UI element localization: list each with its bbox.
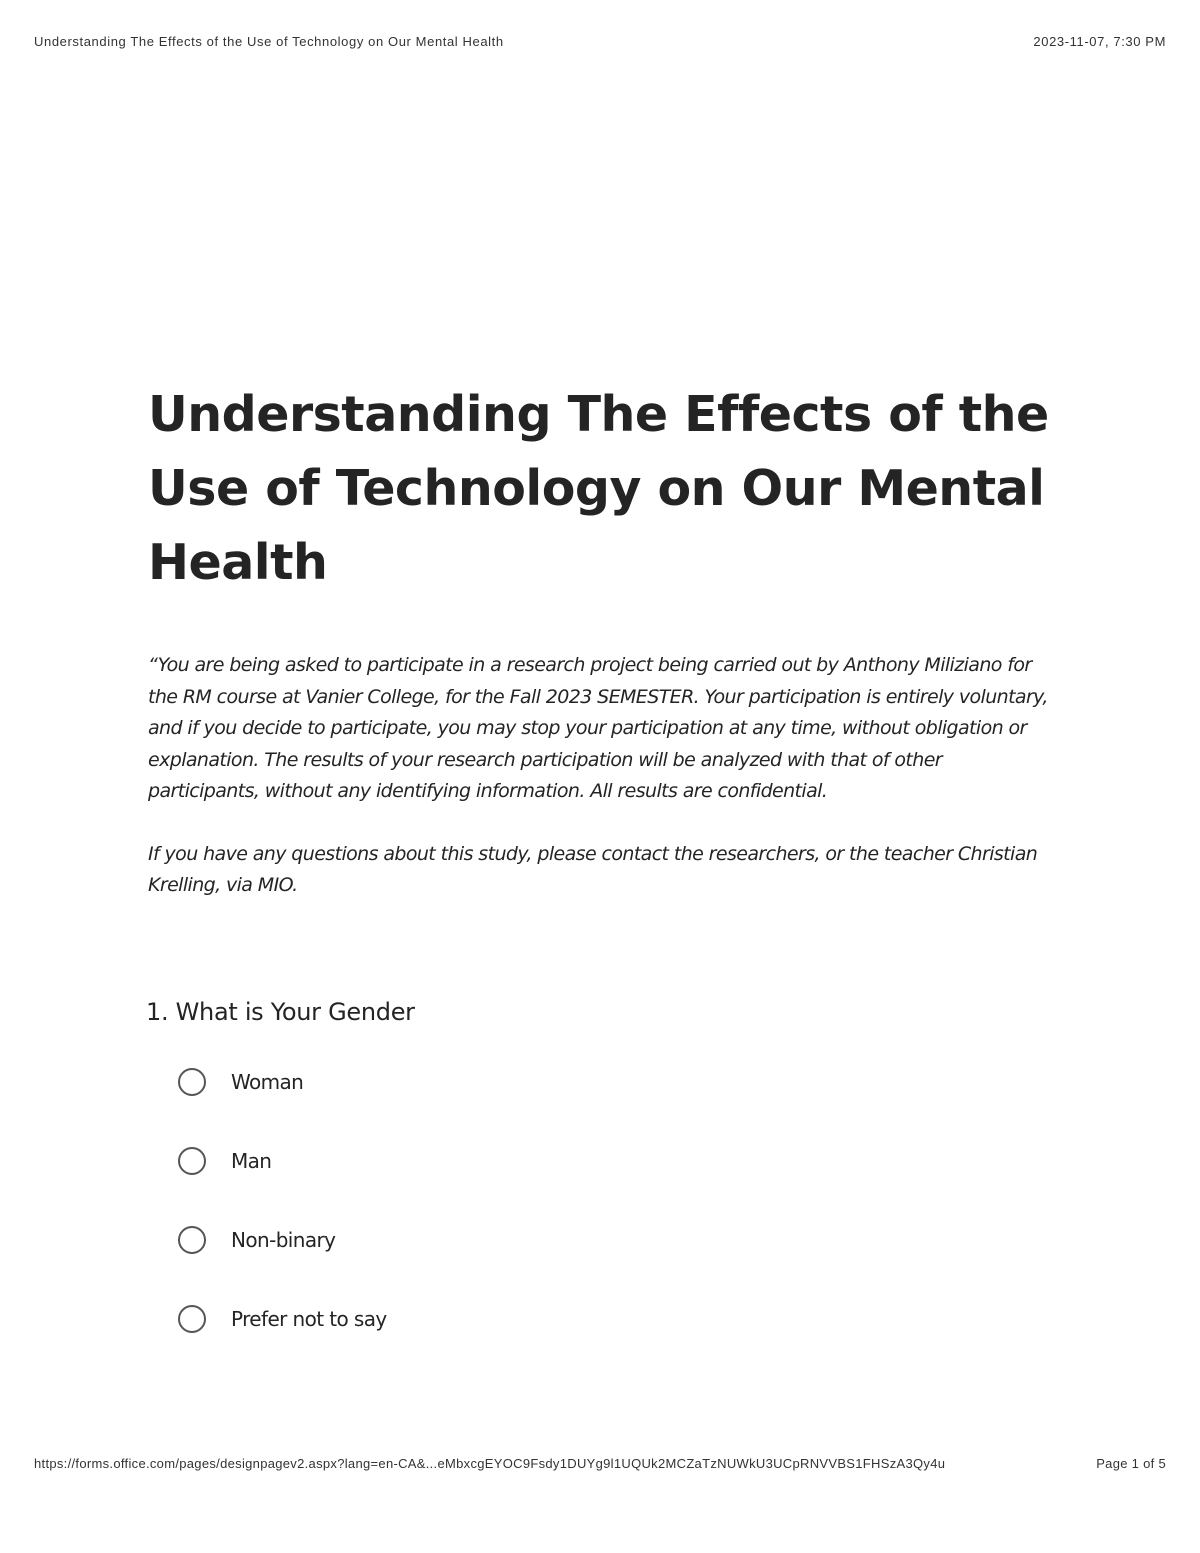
- form-title: Understanding The Effects of the Use of Technology on Our Mental Health: [148, 386, 1049, 591]
- page-indicator: Page 1 of 5: [1096, 1456, 1166, 1471]
- option-label: Man: [231, 1148, 272, 1173]
- option-man[interactable]: [178, 1141, 1053, 1181]
- option-label: Prefer not to say: [231, 1306, 387, 1331]
- radio-group-gender: [178, 1062, 1053, 1339]
- print-footer-url: https://forms.office.com/pages/designpagev2.aspx?lang=en-CA&...eMbxcgEYOC9Fsdy1DUYg9l1UQUk2MCZaTzNUWkU3UCpRNVVBS1FHSzA3Qy4u: [34, 1456, 946, 1471]
- radio-button-icon[interactable]: [178, 1226, 206, 1254]
- form-content: [148, 378, 1053, 1378]
- description-paragraph-consent: “You are being asked to participate in a research project being carried out by Anthony Miliziano for the RM course at Vanier College, for the Fall 2023 SEMESTER. Your participation is entirely voluntary, and if you decide to participate, you may stop your participation at any time, without obligation or explanation. The results of your research participation will be analyzed with that of other participants, without any identifying information. All results are confidential.: [148, 654, 1048, 802]
- option-label: Non-binary: [231, 1227, 336, 1252]
- radio-button-icon[interactable]: [178, 1068, 206, 1096]
- print-header-datetime: 2023-11-07, 7:30 PM: [1033, 34, 1166, 49]
- print-header: [34, 34, 1166, 49]
- option-non-binary[interactable]: [178, 1220, 1053, 1260]
- radio-button-icon[interactable]: [178, 1305, 206, 1333]
- option-woman[interactable]: [178, 1062, 1053, 1102]
- form-description: [148, 650, 1053, 902]
- print-header-title: Understanding The Effects of the Use of Technology on Our Mental Health: [34, 34, 504, 49]
- radio-button-icon[interactable]: [178, 1147, 206, 1175]
- option-label: Woman: [231, 1069, 304, 1094]
- option-prefer-not-to-say[interactable]: [178, 1299, 1053, 1339]
- print-footer: [34, 1456, 1166, 1471]
- question-gender: [148, 996, 1053, 1339]
- description-paragraph-contact: If you have any questions about this study, please contact the researchers, or the teacher Christian Krelling, via MIO.: [148, 842, 1038, 896]
- question-title: 1. What is Your Gender: [146, 997, 415, 1026]
